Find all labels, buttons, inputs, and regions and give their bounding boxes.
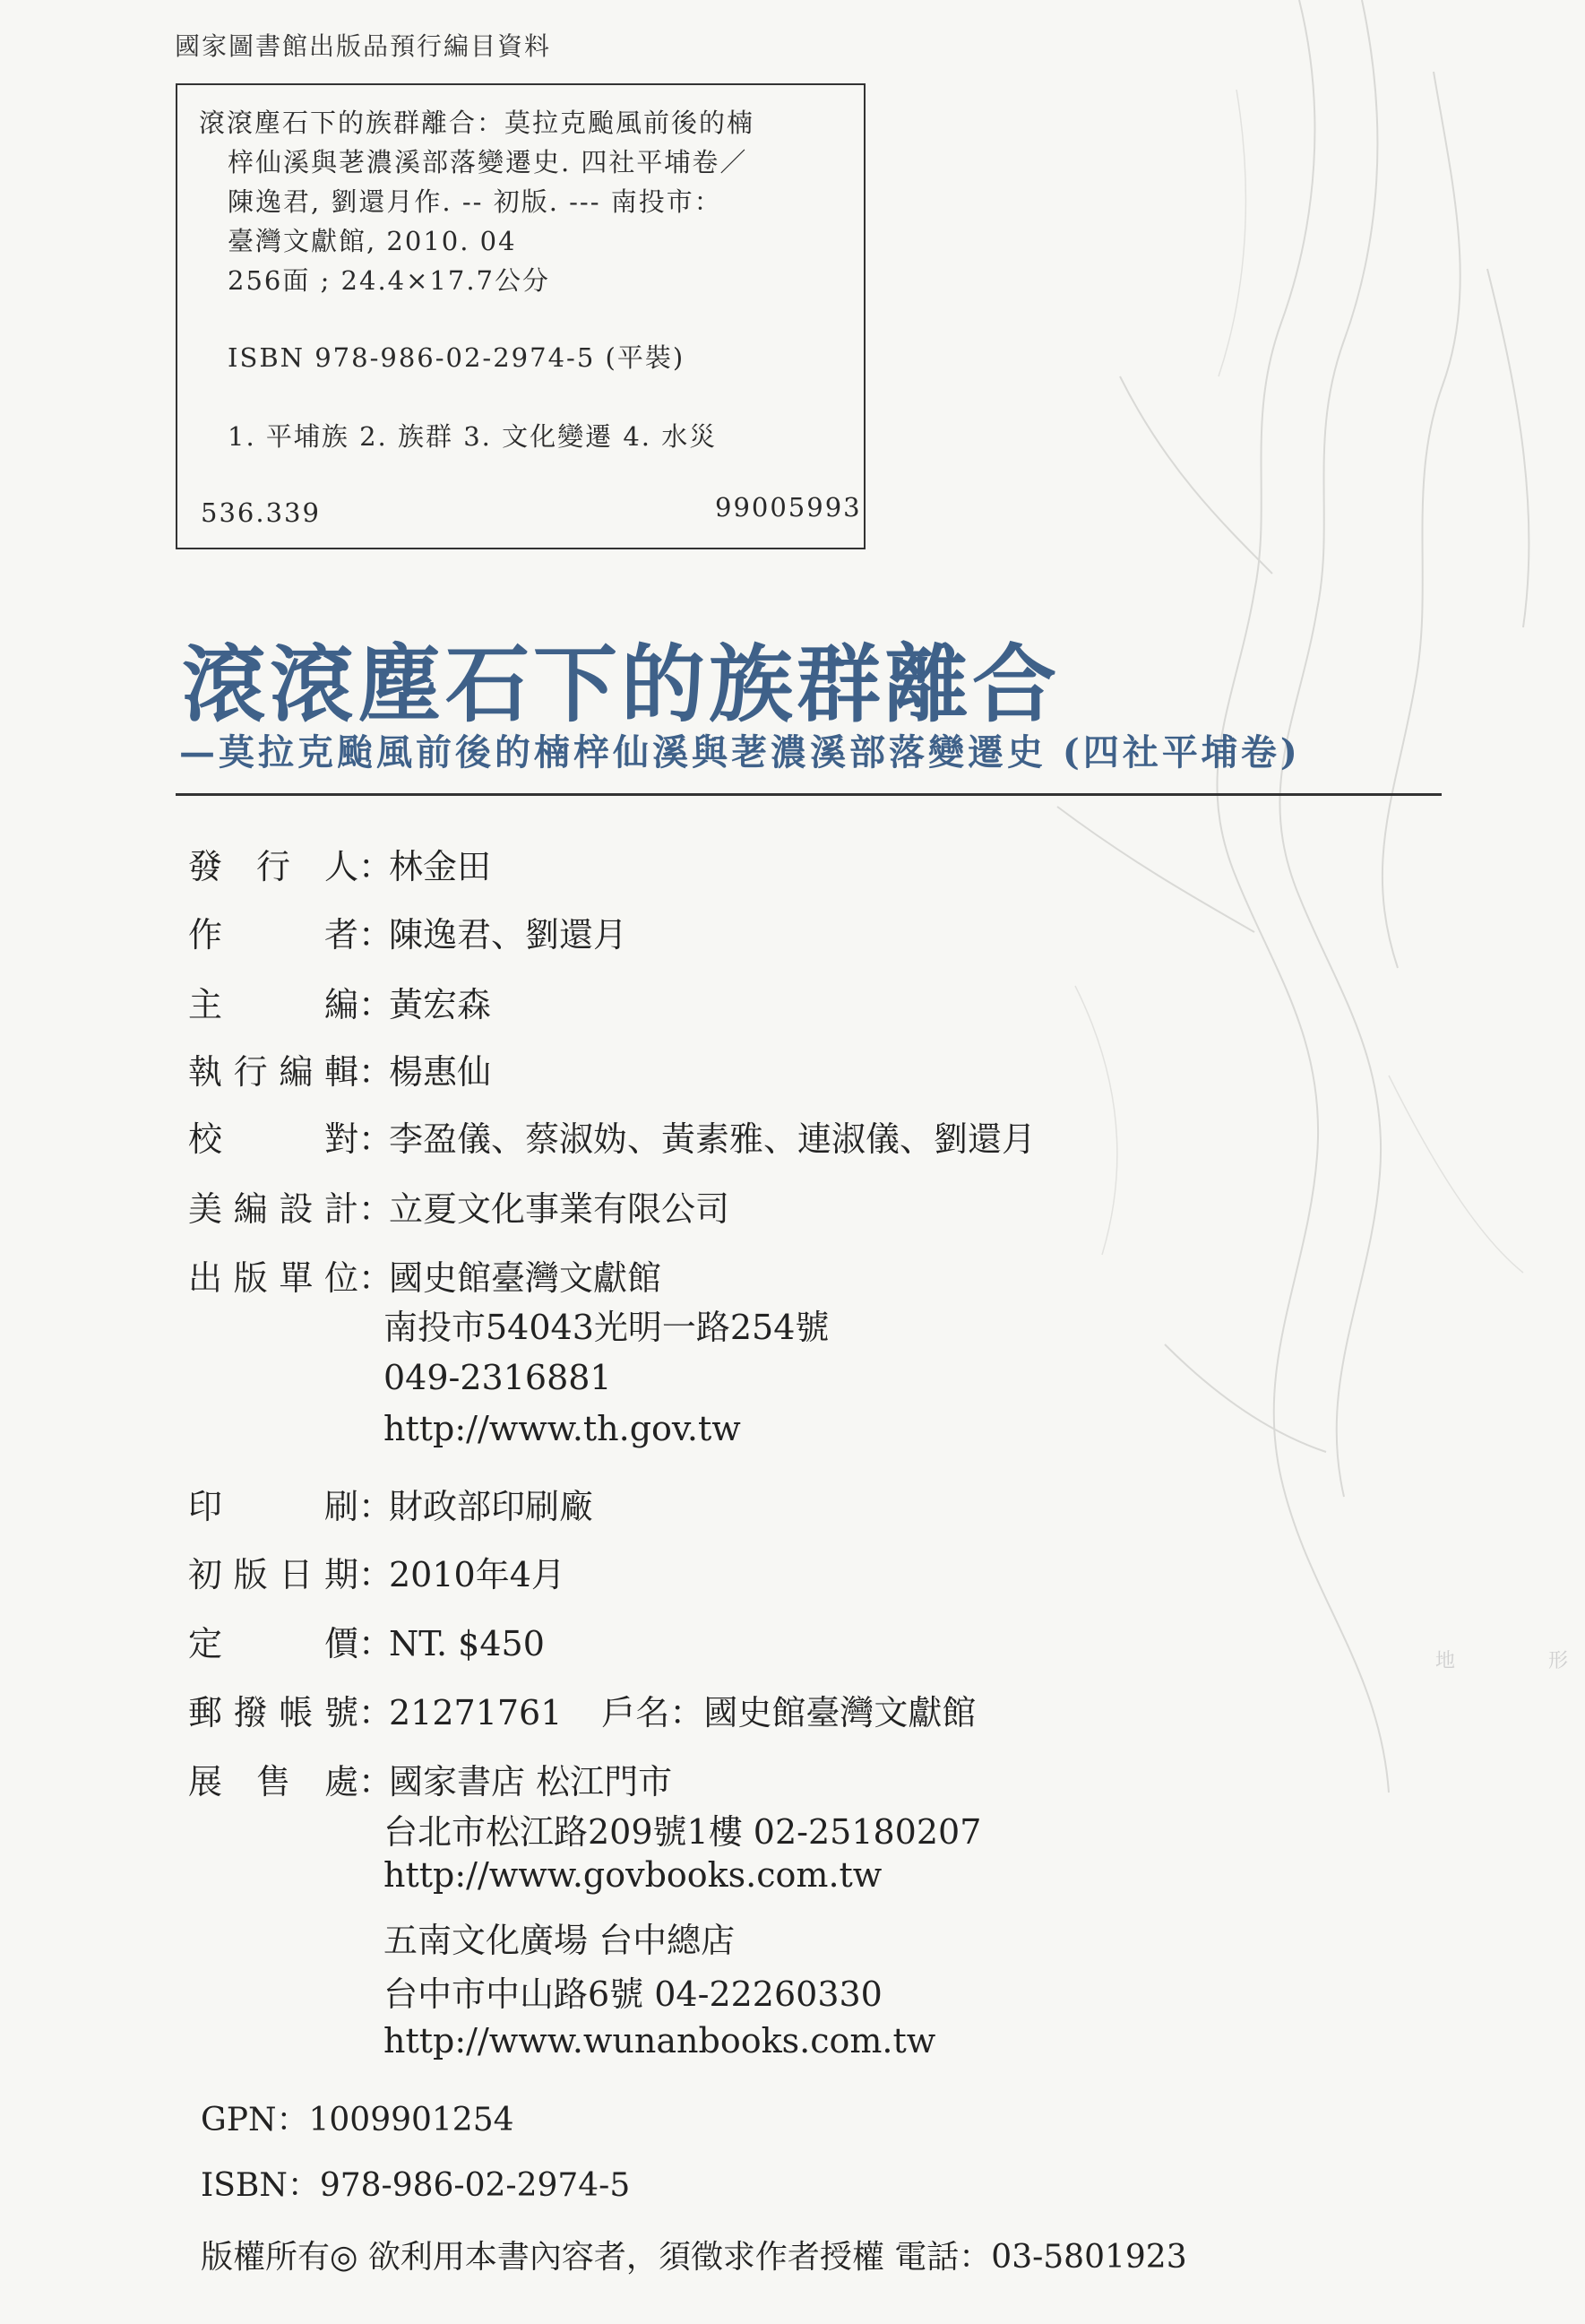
sales-row: 展售處：國家書店 松江門市	[188, 1754, 672, 1803]
cip-record-box	[176, 83, 866, 549]
cip-class-number: 536.339	[201, 497, 321, 528]
row-label: 美編設計	[188, 1189, 358, 1229]
sales-store2-url: http://www.wunanbooks.com.tw	[383, 2021, 936, 2060]
first-edition-row: 初版日期：2010年4月	[188, 1547, 565, 1596]
postal-account-row: 郵撥帳號：21271761 戶名：國史館臺灣文獻館	[188, 1685, 976, 1734]
book-title: 滾滾塵石下的族群離合	[182, 636, 1061, 734]
sales-store1-url: http://www.govbooks.com.tw	[383, 1855, 883, 1895]
sales-store1-address: 台北市松江路209號1樓 02-25180207	[383, 1812, 982, 1852]
cip-line: 滾滾塵石下的族群離合：莫拉克颱風前後的楠	[199, 108, 755, 138]
executive-editor-row: 執行編輯：楊惠仙	[188, 1044, 491, 1093]
row-label: 印刷	[188, 1487, 358, 1526]
price-value: NT. $450	[389, 1624, 545, 1663]
authors-row: 作者：陳逸君、劉還月	[188, 907, 627, 956]
cip-line: 陳逸君, 劉還月作. -- 初版. --- 南投市：	[228, 186, 722, 217]
publishing-unit-value: 國史館臺灣文獻館	[389, 1258, 662, 1298]
row-label: 執行編輯	[188, 1052, 358, 1092]
proofreading-row: 校對：李盈儀、蔡淑妫、黃素雅、連淑儀、劉還月	[188, 1111, 1036, 1161]
row-label: 展售處	[188, 1762, 358, 1801]
cip-record-number: 99005993	[715, 492, 862, 523]
authors-value: 陳逸君、劉還月	[389, 915, 628, 955]
row-label: 校對	[188, 1119, 358, 1159]
sales-store1-name: 國家書店 松江門市	[389, 1762, 673, 1801]
price-row: 定價：NT. $450	[188, 1616, 545, 1665]
sales-store2-name: 五南文化廣場 台中總店	[383, 1921, 736, 1960]
cip-subjects: 1. 平埔族 2. 族群 3. 文化變遷 4. 水災	[228, 421, 718, 452]
publishing-unit-address: 南投市54043光明一路254號	[383, 1308, 830, 1347]
printing-value: 財政部印刷廠	[389, 1487, 594, 1526]
cip-header: 國家圖書館出版品預行編目資料	[175, 31, 552, 61]
title-divider	[176, 793, 1442, 796]
publisher-value: 林金田	[389, 847, 492, 886]
postal-account-name: 戶名：國史館臺灣文獻館	[601, 1693, 977, 1732]
row-label: 初版日期	[188, 1555, 358, 1594]
row-label: 發行人	[188, 847, 358, 886]
sales-store2-address: 台中市中山路6號 04-22260330	[383, 1974, 883, 2014]
executive-editor-value: 楊惠仙	[389, 1052, 492, 1092]
postal-account-value: 21271761	[389, 1693, 563, 1732]
map-label: 地	[1435, 1650, 1456, 1672]
design-row: 美編設計：立夏文化事業有限公司	[188, 1181, 729, 1231]
row-label: 定價	[188, 1624, 358, 1663]
publishing-unit-row: 出版單位：國史館臺灣文獻館	[188, 1250, 661, 1300]
cip-isbn: ISBN 978-986-02-2974-5 (平裝)	[228, 342, 685, 373]
chief-editor-row: 主編：黃宏森	[188, 977, 491, 1026]
copyright-notice: 版權所有◎ 欲利用本書內容者，須徵求作者授權 電話：03-5801923	[201, 2239, 1187, 2276]
proofreading-value: 李盈儀、蔡淑妫、黃素雅、連淑儀、劉還月	[389, 1119, 1037, 1159]
cip-line: 256面 ; 24.4×17.7公分	[228, 265, 550, 296]
publisher-row: 發行人：林金田	[188, 839, 491, 888]
design-value: 立夏文化事業有限公司	[389, 1189, 730, 1229]
publishing-unit-phone: 049-2316881	[383, 1358, 612, 1397]
map-label: 形	[1548, 1650, 1569, 1672]
cip-line: 梓仙溪與荖濃溪部落變遷史. 四社平埔卷／	[228, 147, 748, 177]
printing-row: 印刷：財政部印刷廠	[188, 1479, 593, 1528]
chief-editor-value: 黃宏森	[389, 985, 492, 1024]
row-label: 作者	[188, 915, 358, 955]
row-label: 出版單位	[188, 1258, 358, 1298]
gpn: GPN：1009901254	[201, 2102, 514, 2138]
row-label: 主編	[188, 985, 358, 1024]
isbn: ISBN：978-986-02-2974-5	[201, 2167, 631, 2204]
row-label: 郵撥帳號	[188, 1693, 358, 1732]
book-subtitle: —莫拉克颱風前後的楠梓仙溪與荖濃溪部落變遷史 (四社平埔卷)	[179, 731, 1301, 773]
first-edition-value: 2010年4月	[389, 1555, 565, 1594]
publishing-unit-url: http://www.th.gov.tw	[383, 1409, 741, 1448]
cip-line: 臺灣文獻館, 2010. 04	[228, 226, 517, 256]
